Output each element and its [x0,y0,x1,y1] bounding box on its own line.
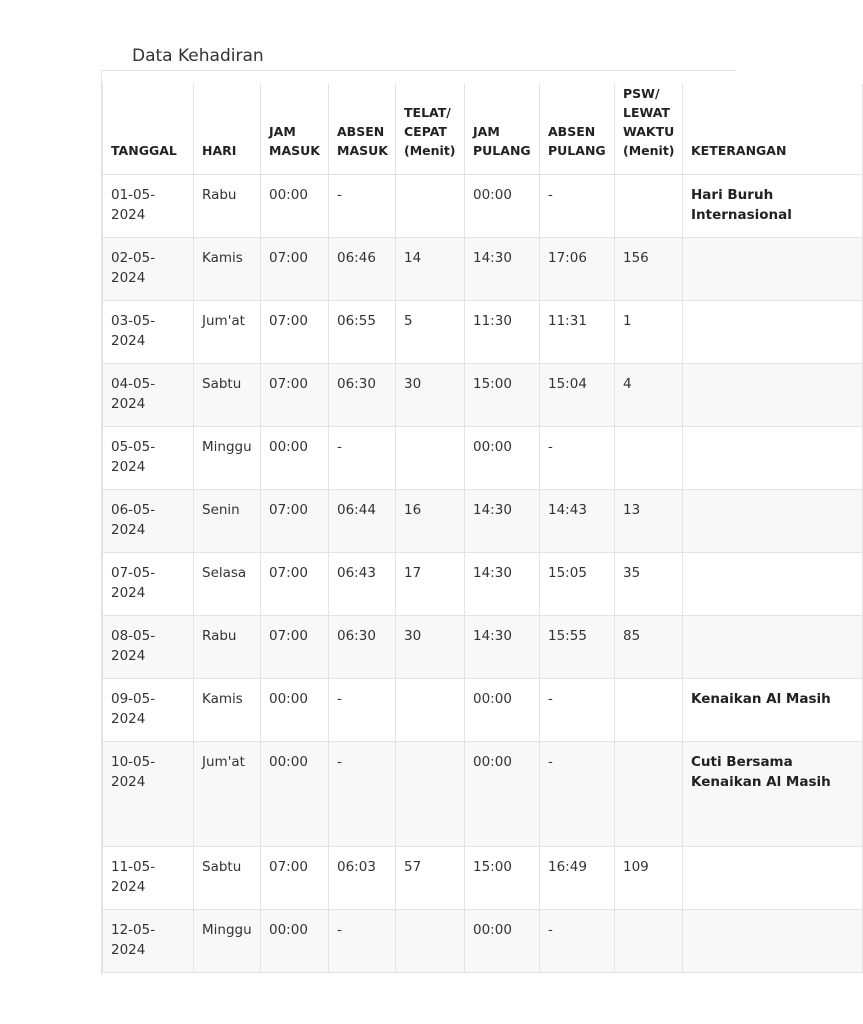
cell-psw [615,427,683,490]
cell-telat [396,175,465,238]
cell-absen-masuk: - [329,742,396,847]
cell-jam-masuk: 00:00 [261,427,329,490]
cell-jam-masuk: 07:00 [261,847,329,910]
cell-telat: 16 [396,490,465,553]
table-row [103,553,863,616]
cell-hari: Minggu [194,427,261,490]
cell-absen-pulang: 17:06 [540,238,615,301]
attendance-table-container[interactable] [101,70,831,975]
cell-tanggal: 07-05-2024 [103,553,194,616]
cell-telat [396,910,465,973]
table-row [103,364,863,427]
cell-hari: Sabtu [194,847,261,910]
column-header-tanggal: TANGGAL [103,78,194,175]
cell-psw: 1 [615,301,683,364]
cell-keterangan [683,847,863,910]
cell-absen-pulang: - [540,679,615,742]
cell-jam-masuk: 07:00 [261,238,329,301]
cell-absen-pulang: 15:05 [540,553,615,616]
table-row [103,679,863,742]
cell-hari: Jum'at [194,742,261,847]
cell-jam-pulang: 00:00 [465,742,540,847]
column-header-jam-masuk: JAM MASUK [261,78,329,175]
cell-jam-pulang: 00:00 [465,427,540,490]
column-header-psw: PSW/ LEWAT WAKTU (Menit) [615,78,683,175]
cell-psw [615,175,683,238]
cell-psw: 109 [615,847,683,910]
cell-jam-pulang: 00:00 [465,679,540,742]
cell-absen-masuk: - [329,910,396,973]
cell-telat: 57 [396,847,465,910]
column-header-telat-cepat: TELAT/ CEPAT (Menit) [396,78,465,175]
cell-tanggal: 05-05-2024 [103,427,194,490]
cell-absen-masuk: 06:55 [329,301,396,364]
attendance-table [102,71,863,973]
column-header-hari: HARI [194,78,261,175]
cell-tanggal: 09-05-2024 [103,679,194,742]
cell-hari: Kamis [194,238,261,301]
cell-tanggal: 01-05-2024 [103,175,194,238]
cell-jam-pulang: 00:00 [465,910,540,973]
cell-psw: 13 [615,490,683,553]
cell-jam-pulang: 14:30 [465,238,540,301]
cell-absen-pulang: - [540,910,615,973]
column-header-absen-masuk: ABSEN MASUK [329,78,396,175]
cell-absen-pulang: 14:43 [540,490,615,553]
table-row [103,847,863,910]
cell-telat: 17 [396,553,465,616]
cell-hari: Minggu [194,910,261,973]
cell-jam-pulang: 11:30 [465,301,540,364]
cell-hari: Rabu [194,175,261,238]
cell-telat: 14 [396,238,465,301]
cell-telat [396,679,465,742]
table-row [103,490,863,553]
cell-jam-masuk: 00:00 [261,742,329,847]
cell-absen-masuk: 06:46 [329,238,396,301]
cell-keterangan [683,490,863,553]
cell-tanggal: 11-05-2024 [103,847,194,910]
cell-jam-pulang: 14:30 [465,553,540,616]
cell-psw: 4 [615,364,683,427]
cell-hari: Kamis [194,679,261,742]
cell-absen-masuk: 06:43 [329,553,396,616]
cell-jam-pulang: 14:30 [465,616,540,679]
cell-absen-pulang: 15:55 [540,616,615,679]
table-body [103,175,863,973]
table-row [103,175,863,238]
cell-jam-pulang: 00:00 [465,175,540,238]
cell-jam-masuk: 07:00 [261,364,329,427]
cell-hari: Sabtu [194,364,261,427]
cell-telat: 30 [396,364,465,427]
cell-tanggal: 03-05-2024 [103,301,194,364]
cell-keterangan [683,616,863,679]
cell-keterangan: Cuti Bersama Kenaikan Al Masih [683,742,863,847]
cell-psw [615,910,683,973]
cell-absen-masuk: - [329,427,396,490]
table-row [103,238,863,301]
cell-keterangan [683,364,863,427]
table-row [103,616,863,679]
table-header-row [103,78,863,175]
page-title: Data Kehadiran [132,46,264,66]
cell-hari: Selasa [194,553,261,616]
column-header-keterangan: KETERANGAN [683,78,863,175]
cell-psw [615,742,683,847]
cell-absen-masuk: 06:44 [329,490,396,553]
cell-jam-masuk: 07:00 [261,301,329,364]
cell-absen-masuk: 06:03 [329,847,396,910]
cell-absen-pulang: - [540,427,615,490]
cell-psw: 35 [615,553,683,616]
cell-absen-masuk: 06:30 [329,616,396,679]
cell-jam-masuk: 00:00 [261,175,329,238]
cell-absen-pulang: - [540,175,615,238]
cell-jam-masuk: 07:00 [261,616,329,679]
cell-keterangan: Hari Buruh Internasional [683,175,863,238]
cell-jam-pulang: 15:00 [465,847,540,910]
cell-absen-masuk: 06:30 [329,364,396,427]
table-row [103,742,863,847]
cell-telat: 30 [396,616,465,679]
cell-hari: Jum'at [194,301,261,364]
table-row [103,301,863,364]
cell-keterangan [683,910,863,973]
cell-hari: Rabu [194,616,261,679]
cell-hari: Senin [194,490,261,553]
cell-absen-pulang: 16:49 [540,847,615,910]
cell-tanggal: 06-05-2024 [103,490,194,553]
cell-jam-masuk: 00:00 [261,679,329,742]
cell-telat [396,742,465,847]
cell-absen-pulang: - [540,742,615,847]
cell-absen-pulang: 15:04 [540,364,615,427]
cell-psw [615,679,683,742]
column-header-jam-pulang: JAM PULANG [465,78,540,175]
cell-keterangan [683,238,863,301]
column-header-absen-pulang: ABSEN PULANG [540,78,615,175]
cell-keterangan [683,553,863,616]
cell-telat [396,427,465,490]
table-row [103,910,863,973]
cell-absen-masuk: - [329,175,396,238]
cell-absen-masuk: - [329,679,396,742]
cell-tanggal: 02-05-2024 [103,238,194,301]
cell-tanggal: 08-05-2024 [103,616,194,679]
cell-tanggal: 04-05-2024 [103,364,194,427]
cell-jam-pulang: 15:00 [465,364,540,427]
table-row [103,427,863,490]
cell-keterangan [683,301,863,364]
cell-absen-pulang: 11:31 [540,301,615,364]
cell-keterangan [683,427,863,490]
cell-psw: 85 [615,616,683,679]
cell-telat: 5 [396,301,465,364]
cell-psw: 156 [615,238,683,301]
cell-jam-pulang: 14:30 [465,490,540,553]
cell-jam-masuk: 00:00 [261,910,329,973]
cell-tanggal: 12-05-2024 [103,910,194,973]
cell-tanggal: 10-05-2024 [103,742,194,847]
cell-keterangan: Kenaikan Al Masih [683,679,863,742]
cell-jam-masuk: 07:00 [261,490,329,553]
cell-jam-masuk: 07:00 [261,553,329,616]
